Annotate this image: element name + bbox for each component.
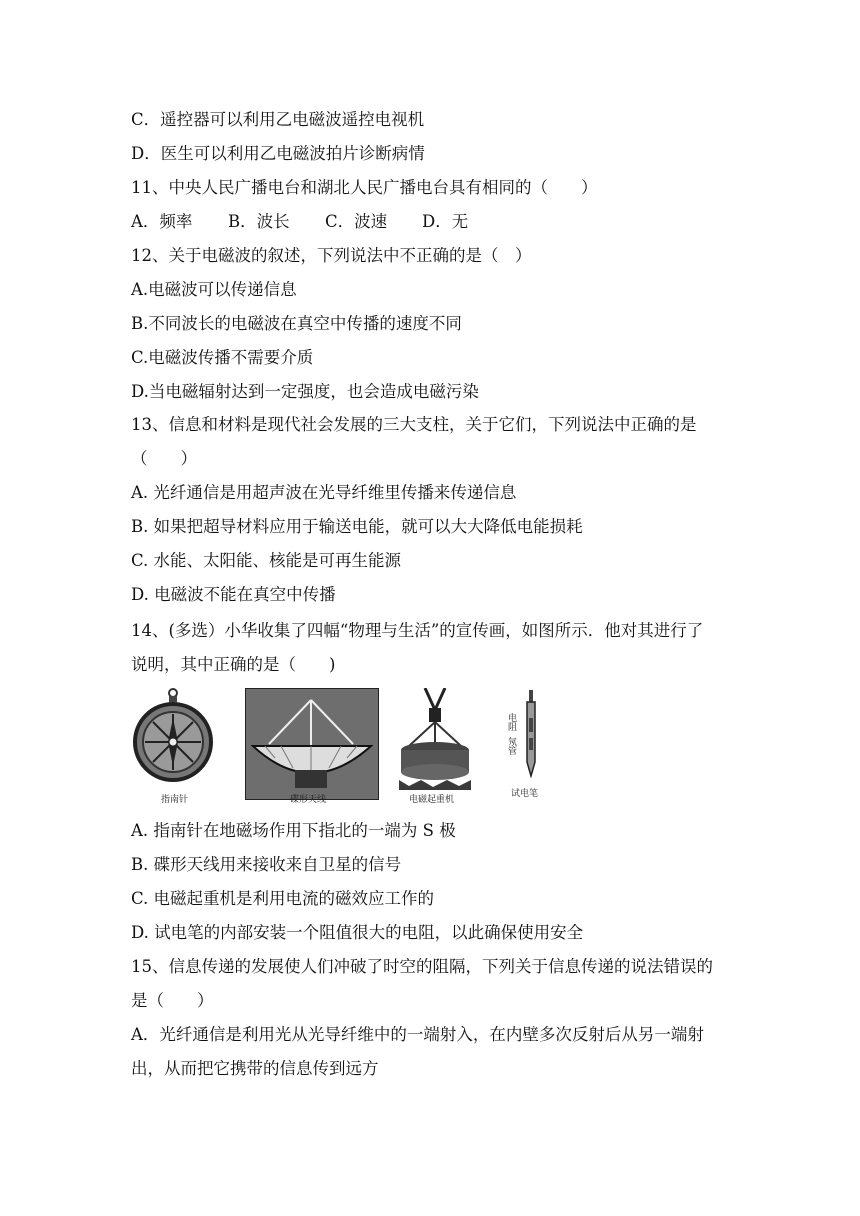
crane-figure: [395, 688, 475, 805]
question-14: 14、(多选）小华收集了四幅“物理与生活”的宣传画，如图所示．他对其进行了: [131, 621, 704, 640]
q15-option-a-cont: 出，从而把它携带的信息传到远方: [131, 1059, 379, 1078]
q12-option-d: D.当电磁辐射达到一定强度，也会造成电磁污染: [131, 382, 479, 401]
q11-option-b: B．波长: [228, 212, 290, 231]
test-pen-icon: [503, 688, 553, 778]
q12-option-a: A.电磁波可以传递信息: [131, 280, 297, 299]
q14-option-a: A. 指南针在地磁场作用下指北的一端为 S 极: [131, 821, 456, 840]
figure-row: [133, 688, 573, 810]
q12-option-b: B.不同波长的电磁波在真空中传播的速度不同: [131, 314, 462, 333]
q14-option-c: C. 电磁起重机是利用电流的磁效应工作的: [131, 889, 435, 908]
q14-option-b: B. 碟形天线用来接收来自卫星的信号: [131, 855, 402, 874]
q13-option-a: A. 光纤通信是用超声波在光导纤维里传播来传递信息: [131, 483, 517, 502]
question-15: 15、信息传递的发展使人们冲破了时空的阻隔，下列关于信息传递的说法错误的: [131, 957, 713, 976]
question-13-bracket: （ ）: [131, 449, 197, 468]
dish-antenna-icon: [245, 688, 379, 800]
option-c-text: C．遥控器可以利用乙电磁波遥控电视机: [131, 110, 425, 129]
pen-label-neon: 氖管: [508, 738, 518, 757]
q13-option-c: C. 水能、太阳能、核能是可再生能源: [131, 551, 402, 570]
q15-option-a: A．光纤通信是利用光从光导纤维中的一端射入，在内壁多次反射后从另一端射: [131, 1025, 704, 1044]
q11-option-d: D．无: [422, 212, 469, 231]
q11-option-c: C．波速: [325, 212, 388, 231]
question-12: 12、关于电磁波的叙述，下列说法中不正确的是（ ）: [131, 246, 532, 265]
crane-caption: 电磁起重机: [409, 795, 455, 805]
q13-option-d: D. 电磁波不能在真空中传播: [131, 585, 336, 604]
question-15-cont: 是（ ）: [131, 991, 214, 1010]
electromagnet-crane-icon: [395, 688, 475, 800]
question-14-cont: 说明，其中正确的是（ ): [131, 655, 336, 674]
question-11-options: [131, 210, 468, 234]
q14-option-d: D. 试电笔的内部安装一个阻值很大的电阻，以此确保使用安全: [131, 923, 584, 942]
question-13: 13、信息和材料是现代社会发展的三大支柱，关于它们，下列说法中正确的是: [131, 415, 697, 434]
compass-figure: [133, 688, 217, 805]
q11-option-a: A．频率: [131, 212, 193, 231]
compass-caption: 指南针: [161, 795, 189, 805]
pen-label-resistor: 电阻: [508, 714, 518, 733]
pen-figure: [503, 688, 553, 799]
dish-figure: [245, 688, 379, 805]
q13-option-b: B. 如果把超导材料应用于输送电能，就可以大大降低电能损耗: [131, 517, 583, 536]
pen-caption: 试电笔: [511, 789, 539, 799]
question-11: 11、中央人民广播电台和湖北人民广播电台具有相同的（ ）: [131, 178, 598, 197]
option-d-text: D．医生可以利用乙电磁波拍片诊断病情: [131, 144, 425, 163]
q12-option-c: C.电磁波传播不需要介质: [131, 348, 314, 367]
compass-icon: [133, 688, 217, 800]
dish-caption: 碟形天线: [290, 795, 327, 805]
